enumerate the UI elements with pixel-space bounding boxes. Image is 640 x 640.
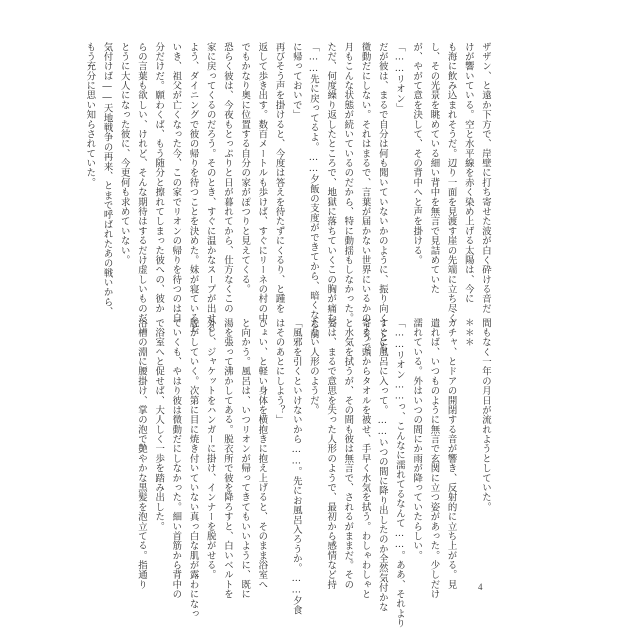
text-line: 気付けば――天地戦争の再来、とまで呼ばれたあの戦いから、 xyxy=(101,42,113,317)
text-line: 「……リオン」 xyxy=(393,42,405,114)
text-line: たない人形のようだ。 xyxy=(307,318,319,415)
text-line: が、やがて意を決して、その背中へと声を掛ける。 xyxy=(411,42,423,265)
text-line: 間もなく一年の月日が流れようとしていた。 xyxy=(480,318,491,512)
text-line: 微動だにしない。それはまるで、言葉が届かない世界にいるかのようで、 xyxy=(359,42,371,362)
text-line: 月もこんな状態が続いているのだから、特に動揺もしなかった。 xyxy=(342,42,354,324)
text-line: だが彼は、まるで自分は何も聞いていないかのように、振り向くことも xyxy=(376,42,388,353)
text-line: いき、祖父が亡くなった今、この家でリオンの帰りを待つのは自 xyxy=(170,42,182,324)
page-number: 4 xyxy=(478,582,483,592)
text-line: ガチャ、とドアの開閉する音が響き、反射的に立ち上がる。見 xyxy=(445,318,457,590)
text-line: すぐに風呂に入って。……いつの間に降り出したのか全然気付かな xyxy=(376,318,388,612)
text-line: に帰っておいで」 xyxy=(290,42,302,120)
text-line: 寄る。頭からタオルを被せ、手早く水気を拭う。わしゃわしゃと xyxy=(359,318,371,600)
text-line: ＊＊＊ xyxy=(462,318,474,348)
text-line: 外し、ジャケットをハンガーに掛け、インナーを脱がせる。 xyxy=(204,318,216,580)
text-line: 遣れば、いつものように無言で玄関に立つ姿があった。少しだけ xyxy=(428,318,440,600)
text-line: 濡れている。外はいつの間にか雨が降っていたらしい。 xyxy=(411,318,423,561)
text-line: し、その光景を眺めている細い背中を無言で見詰めていた xyxy=(428,42,440,294)
text-line: 再びそう声を掛けると、今度は答えを待たずにくるり、と踵を xyxy=(273,42,285,314)
text-line: ていくも、やはり彼は微動だにしなかった。細い首筋から背中の xyxy=(170,318,182,600)
text-line: よう、ダイニングで彼の帰りを待つことを決めた。妹が寝ていると xyxy=(187,42,199,333)
text-line: 「……先に戻ってるよ。……夕飯の支度ができてから、暗くなる前 xyxy=(307,42,319,340)
text-line: 姿は、まるで意思を失った人形のようで、最初から感情など持 xyxy=(325,318,337,590)
text-line: 家に戻ってくるのだろう。そのとき、すぐに温かなスープが出せる xyxy=(204,42,216,333)
text-line: 「……リオン……っ、こんなに濡れてるなんて……。ああ、それより xyxy=(393,318,405,629)
text-line: 分だけだ。願わくば、もう随分と擦れてしまった彼への、彼か xyxy=(153,42,165,314)
text-line: はそのあとにしよう？」 xyxy=(273,318,285,425)
lower-text-block xyxy=(135,318,494,629)
text-line: 返して歩き出す。数百メートルも歩けば、すぐにリーネの村の中 xyxy=(256,42,268,324)
text-line: 恐らく彼は、今夜もとっぷりと日が暮れてから、仕方なくこの xyxy=(221,42,233,314)
text-line: らの言葉も欲しい、けれど、そんな期待はするだけ虚しいものだ xyxy=(135,42,147,324)
text-line: ひょい、と軽い身体を横抱きに抱え上げると、そのまま浴室へ xyxy=(256,318,268,590)
text-line: と水気を拭うが、その間も彼は無言で、されるがままだ。その xyxy=(342,318,354,590)
text-line: も海に飲み込まれそうだ。辺り一面を見渡す崖の先端に立ち尽く xyxy=(445,42,457,324)
text-line: 湯を張って沸かしてある。脱衣所で彼を降ろすと、白いベルトを xyxy=(221,318,233,600)
upper-text-block xyxy=(84,42,494,362)
text-line: で浴室へと促せば、大人しく一歩を踏み出した。 xyxy=(153,318,165,532)
text-line: ザザン、と遠か下方で、岸壁に打ち寄せた波が白く砕ける音だ xyxy=(480,42,491,314)
text-line: でもかなり奥に位置する自分の家がぽつりと見えてくる。 xyxy=(239,42,251,294)
text-line: ただ、何度繰り返したところで、地獄に落ちていくこの胸が痛む。 xyxy=(325,42,337,333)
text-line: もう充分に思い知らされていた。 xyxy=(84,42,96,188)
text-line: 脱がしていく。次第に目に焼き付いていない真っ白な肌が露わになっ xyxy=(187,318,199,619)
text-line: と向かう。風呂は、いつリオンが帰ってきてもいいように、既に xyxy=(239,318,251,600)
text-line: とうに大人になった彼に、今更何も求めていない。 xyxy=(118,42,130,265)
text-line: けが響いている。空と水平線を赤く染め上げる太陽は、今に xyxy=(462,42,474,304)
text-line: 浴槽の淵に腰掛け、掌の泡で艶やかな黒髪を泡立てる。指通り xyxy=(135,318,147,590)
text-line: 「風邪を引くといけないから……。先にお風呂入ろうか。……夕食 xyxy=(290,318,302,616)
